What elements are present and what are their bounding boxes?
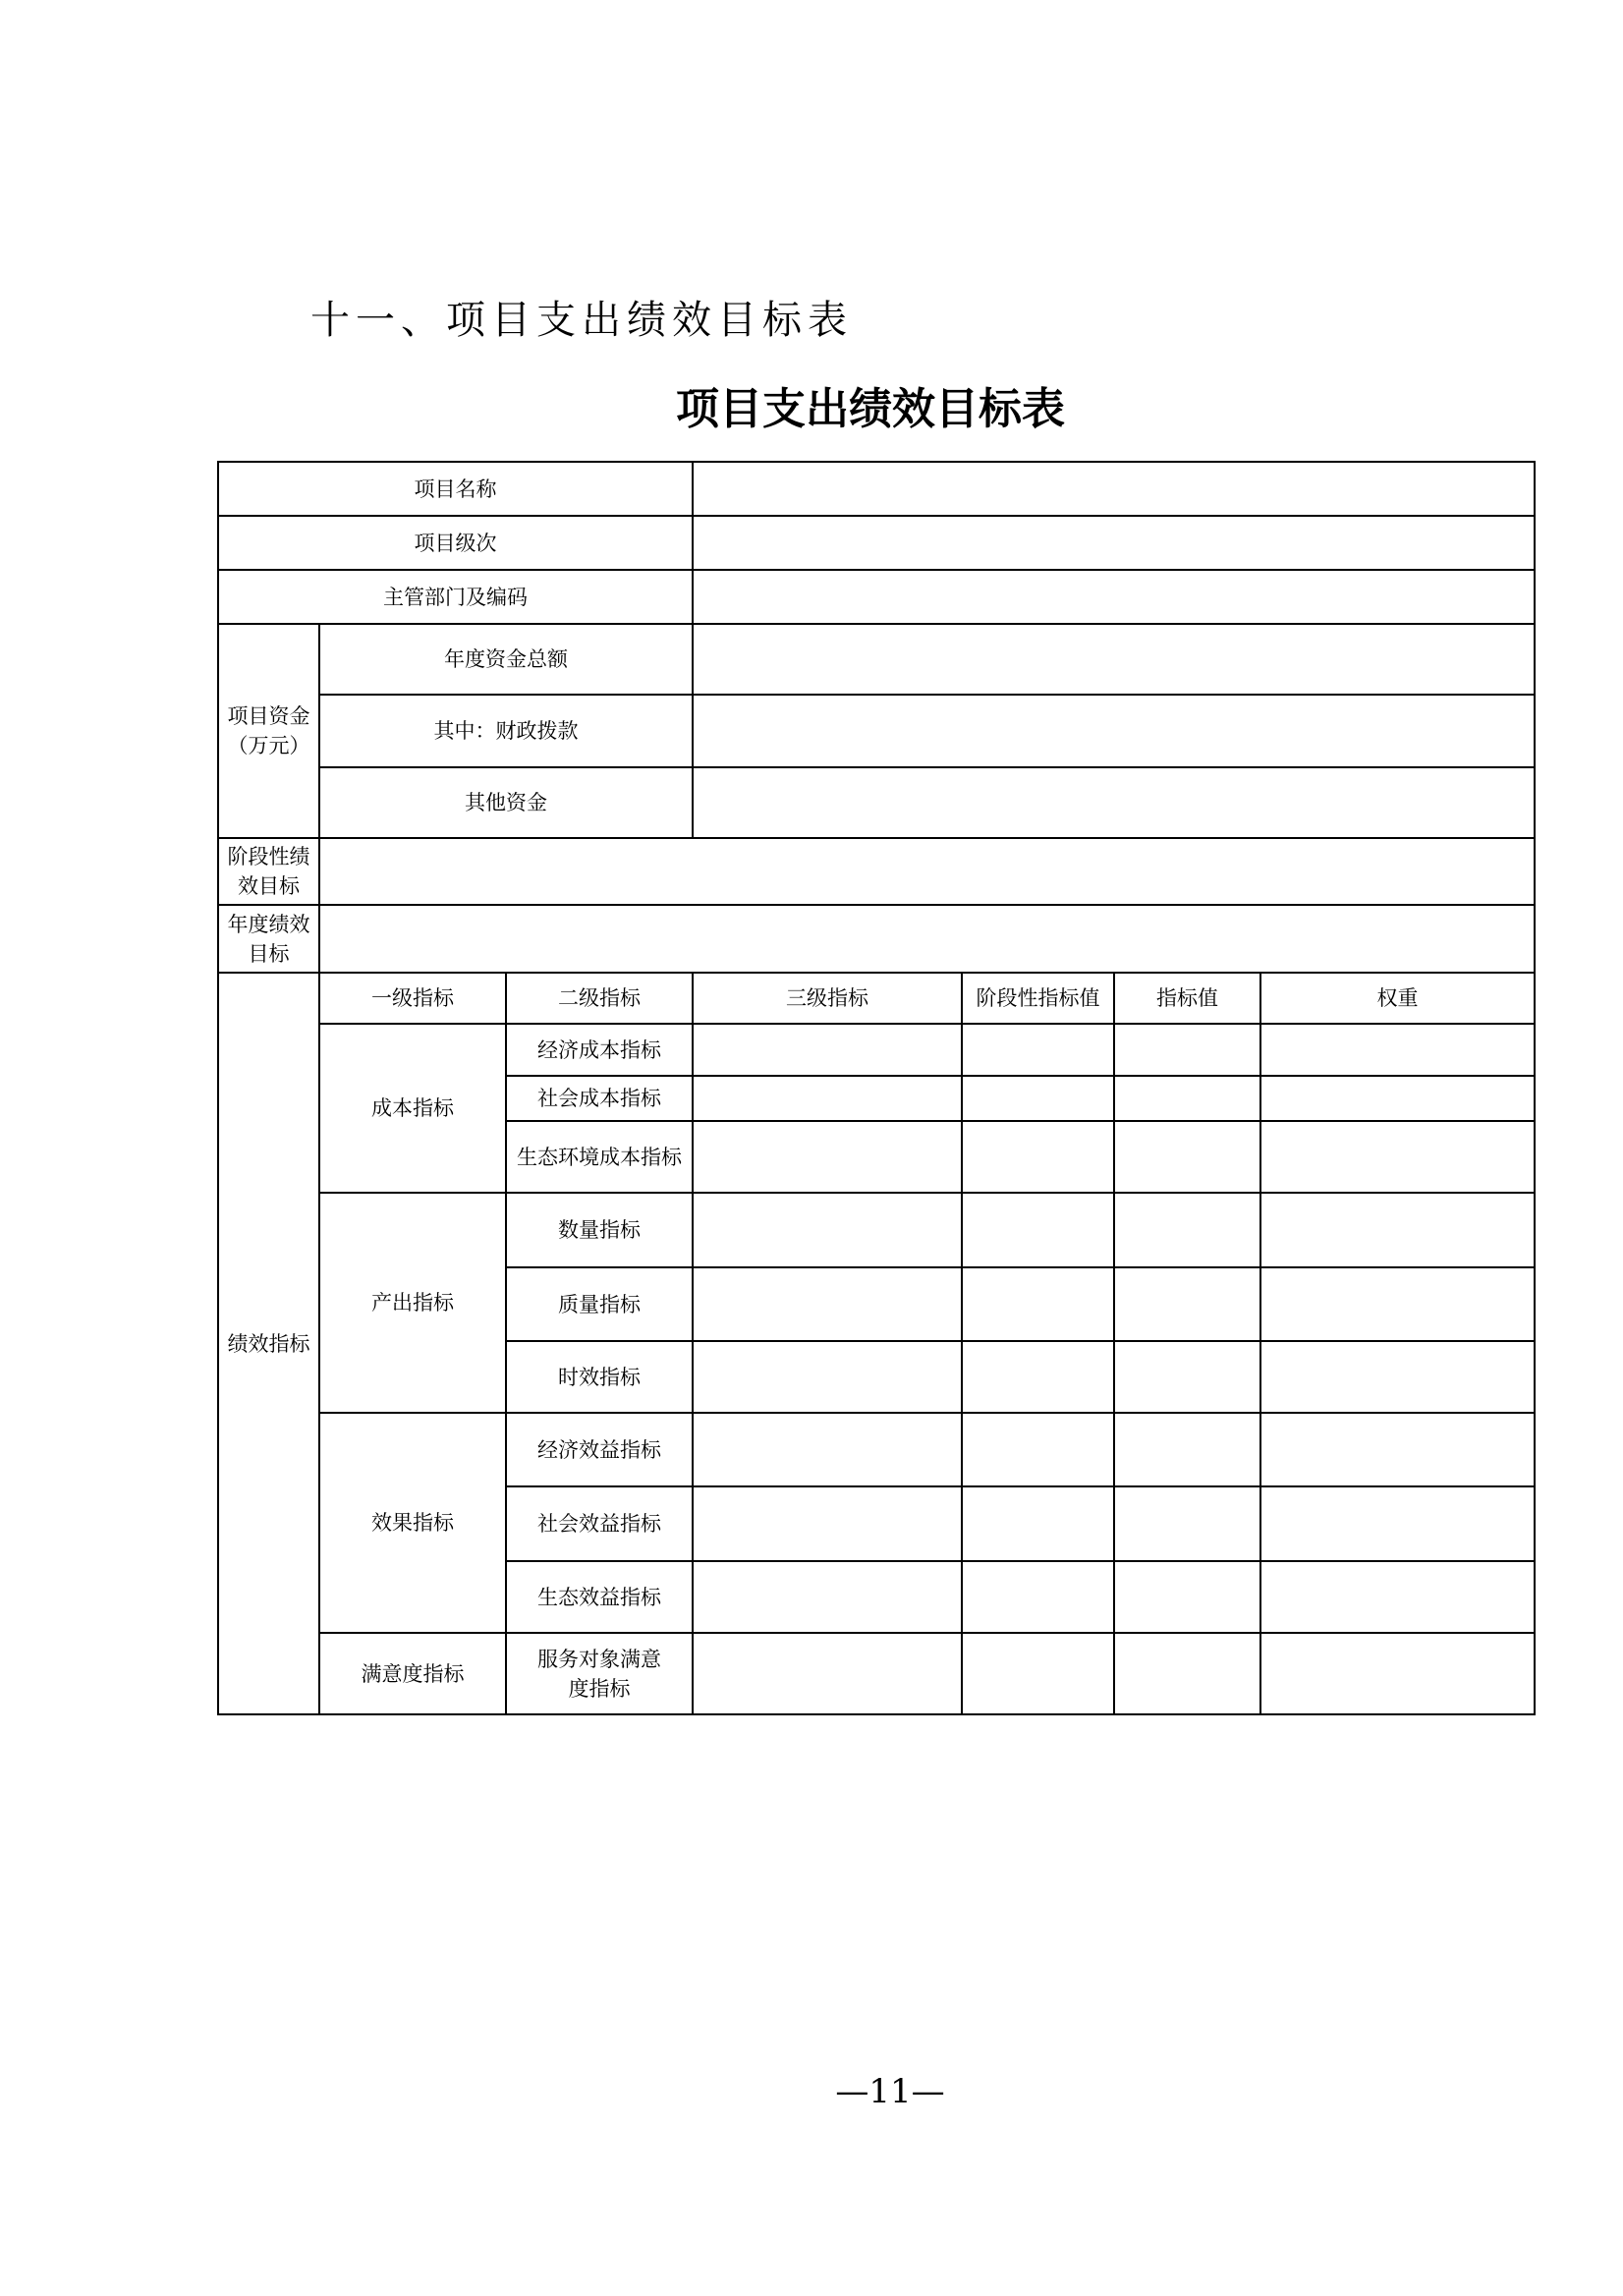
indicators-label: 绩效指标 bbox=[218, 973, 319, 1714]
row-annual-total bbox=[218, 624, 1535, 695]
header-level1: 一级指标 bbox=[319, 973, 506, 1024]
department-label: 主管部门及编码 bbox=[218, 570, 693, 624]
annual-total-value bbox=[693, 624, 1535, 695]
table-row bbox=[218, 1024, 1535, 1076]
other-funds-label: 其他资金 bbox=[319, 767, 693, 838]
indicator-service-satisfaction: 服务对象满意度指标 bbox=[506, 1633, 693, 1714]
table-row bbox=[218, 1193, 1535, 1267]
row-project-level bbox=[218, 516, 1535, 570]
table-row bbox=[218, 1413, 1535, 1486]
fiscal-label: 其中：财政拨款 bbox=[319, 695, 693, 767]
phase-goal-value bbox=[319, 838, 1535, 905]
annual-goal-value bbox=[319, 905, 1535, 973]
indicator-eco-cost: 生态环境成本指标 bbox=[506, 1121, 693, 1193]
indicator-eco-benefit: 生态效益指标 bbox=[506, 1561, 693, 1633]
indicator-social-benefit: 社会效益指标 bbox=[506, 1486, 693, 1561]
project-name-label: 项目名称 bbox=[218, 462, 693, 516]
fiscal-value bbox=[693, 695, 1535, 767]
other-funds-value bbox=[693, 767, 1535, 838]
annual-goal-label: 年度绩效目标 bbox=[218, 905, 319, 973]
indicator-social-cost: 社会成本指标 bbox=[506, 1076, 693, 1121]
table-row bbox=[218, 1633, 1535, 1714]
performance-target-table bbox=[217, 461, 1536, 1715]
department-value bbox=[693, 570, 1535, 624]
indicator-quality: 质量指标 bbox=[506, 1267, 693, 1341]
header-value: 指标值 bbox=[1114, 973, 1260, 1024]
annual-total-label: 年度资金总额 bbox=[319, 624, 693, 695]
project-name-value bbox=[693, 462, 1535, 516]
funds-label: 项目资金（万元） bbox=[218, 624, 319, 838]
header-phase-value: 阶段性指标值 bbox=[962, 973, 1114, 1024]
row-project-name bbox=[218, 462, 1535, 516]
indicator-timeliness: 时效指标 bbox=[506, 1341, 693, 1413]
header-weight: 权重 bbox=[1260, 973, 1535, 1024]
indicator-economic-benefit: 经济效益指标 bbox=[506, 1413, 693, 1486]
group-effect-label: 效果指标 bbox=[319, 1413, 506, 1633]
phase-goal-label: 阶段性绩效目标 bbox=[218, 838, 319, 905]
project-level-label: 项目级次 bbox=[218, 516, 693, 570]
row-department bbox=[218, 570, 1535, 624]
page-number: —11— bbox=[835, 2072, 945, 2111]
group-satisfaction-label: 满意度指标 bbox=[319, 1633, 506, 1714]
row-phase-goal bbox=[218, 838, 1535, 905]
section-heading: 十一、项目支出绩效目标表 bbox=[310, 298, 853, 343]
indicator-quantity: 数量指标 bbox=[506, 1193, 693, 1267]
project-level-value bbox=[693, 516, 1535, 570]
header-level3: 三级指标 bbox=[693, 973, 962, 1024]
row-indicator-headers bbox=[218, 973, 1535, 1024]
group-cost-label: 成本指标 bbox=[319, 1024, 506, 1193]
group-output-label: 产出指标 bbox=[319, 1193, 506, 1413]
header-level2: 二级指标 bbox=[506, 973, 693, 1024]
row-fiscal bbox=[218, 695, 1535, 767]
table-title: 项目支出绩效目标表 bbox=[676, 384, 1065, 434]
indicator-economic-cost: 经济成本指标 bbox=[506, 1024, 693, 1076]
row-annual-goal bbox=[218, 905, 1535, 973]
row-other-funds bbox=[218, 767, 1535, 838]
